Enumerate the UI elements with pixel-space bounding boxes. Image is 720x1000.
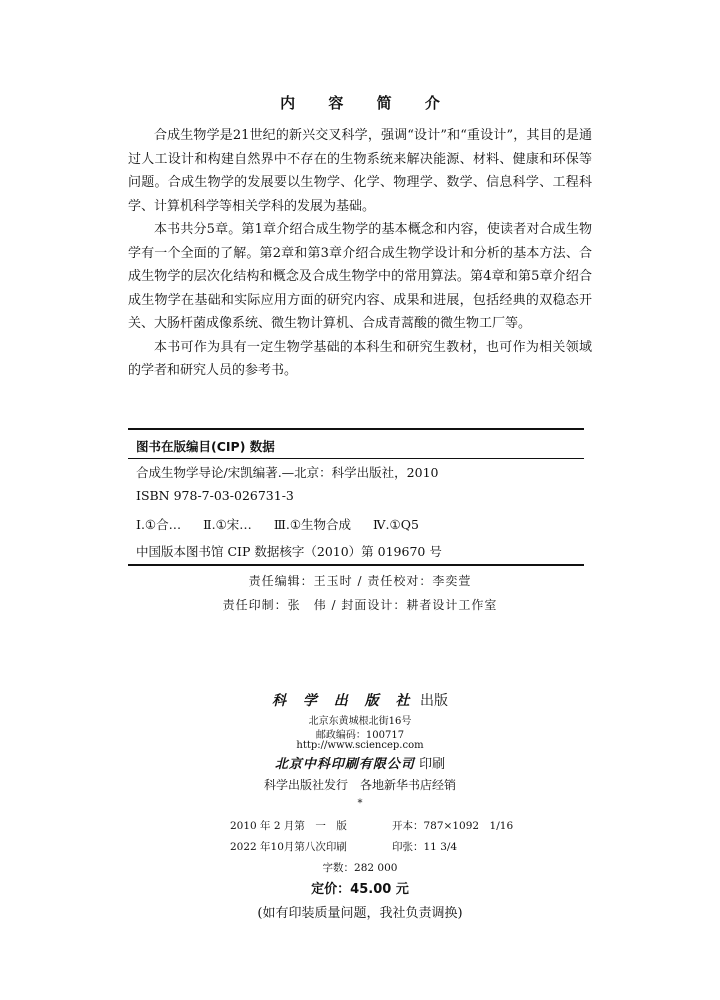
intro-paragraph: 本书可作为具有一定生物学基础的本科生和研究生教材，也可作为相关领域的学者和研究人员的参考书。 — [128, 339, 592, 378]
cip-top-rule — [128, 428, 584, 430]
format-info: 开本：787×1092 1/16 — [392, 820, 514, 832]
separator-star: * — [357, 798, 363, 809]
intro-body — [128, 124, 592, 383]
publisher-suffix: 出版 — [419, 693, 448, 709]
distribution-line: 科学出版社发行 各地新华书店经销 — [263, 778, 456, 792]
intro-paragraph: 合成生物学是21世纪的新兴交叉科学，强调“设计”和“重设计”，其目的是通过人工设计和构建自然界中不存在的生物系统来解决能源、材料、健康和环保等问题。合成生物学的发展要以生物学、化学、物理学、数学、信息科学、工程科学、计算机科学等相关学科的发展为基础。 — [128, 128, 592, 214]
publisher-line — [0, 690, 720, 710]
cip-heading: 图书在版编目(CIP) 数据 — [136, 439, 275, 454]
responsibility-line-1: 责任编辑：王玉时 / 责任校对：李奕萱 — [248, 574, 472, 588]
cip-class-item: Ⅲ.①生物合成 — [273, 517, 352, 532]
publisher-address: 北京东黄城根北街16号 — [308, 716, 412, 727]
cip-mid-rule — [128, 458, 584, 459]
cip-class-item: Ⅱ.①宋… — [203, 517, 252, 532]
intro-paragraph: 本书共分5章。第1章介绍合成生物学的基本概念和内容，使读者对合成生物学有一个全面的了解。第2章和第3章介绍合成生物学设计和分析的基本方法、合成生物学的层次化结构和概念及合成生物学中的常用算法。第4章和第5章介绍合成生物学在基础和实际应用方面的研究内容、成果和进展，包括经典的双稳态开关、大肠杆菌成像系统、微生物计算机、合成青蒿酸的微生物工厂等。 — [128, 222, 592, 331]
printer-line — [0, 753, 720, 772]
publisher-postcode: 邮政编码：100717 — [315, 730, 405, 741]
price: 定价：45.00 元 — [311, 882, 409, 897]
cip-bibliographic-line: 合成生物学导论/宋凯编著.—北京：科学出版社，2010 — [136, 465, 439, 480]
publisher-name: 科 学 出 版 社 — [272, 693, 416, 709]
cip-isbn: ISBN 978-7-03-026731-3 — [136, 488, 294, 503]
cip-classification — [136, 515, 419, 533]
printer-name: 北京中科印刷有限公司 — [274, 757, 415, 772]
cip-core-number: 中国版本图书馆 CIP 数据核字（2010）第 019670 号 — [136, 544, 442, 559]
cip-class-item: Ⅰ.①合… — [136, 517, 182, 532]
printer-suffix: 印刷 — [419, 757, 446, 772]
responsibility-line-2: 责任印制：张 伟 / 封面设计：耕者设计工作室 — [222, 598, 498, 612]
cip-class-item: Ⅳ.①Q5 — [373, 517, 419, 532]
intro-title: 内 容 简 介 — [280, 94, 454, 112]
sheets-info: 印张：11 3/4 — [392, 841, 458, 853]
publisher-url: http://www.sciencep.com — [296, 740, 424, 751]
edition-info: 2010 年 2 月第 一 版 — [230, 820, 347, 832]
cip-bottom-rule — [128, 564, 584, 566]
word-count: 字数：282 000 — [322, 862, 398, 874]
quality-notice: (如有印装质量问题，我社负责调换) — [257, 906, 463, 921]
printing-info: 2022 年10月第八次印刷 — [230, 841, 347, 853]
